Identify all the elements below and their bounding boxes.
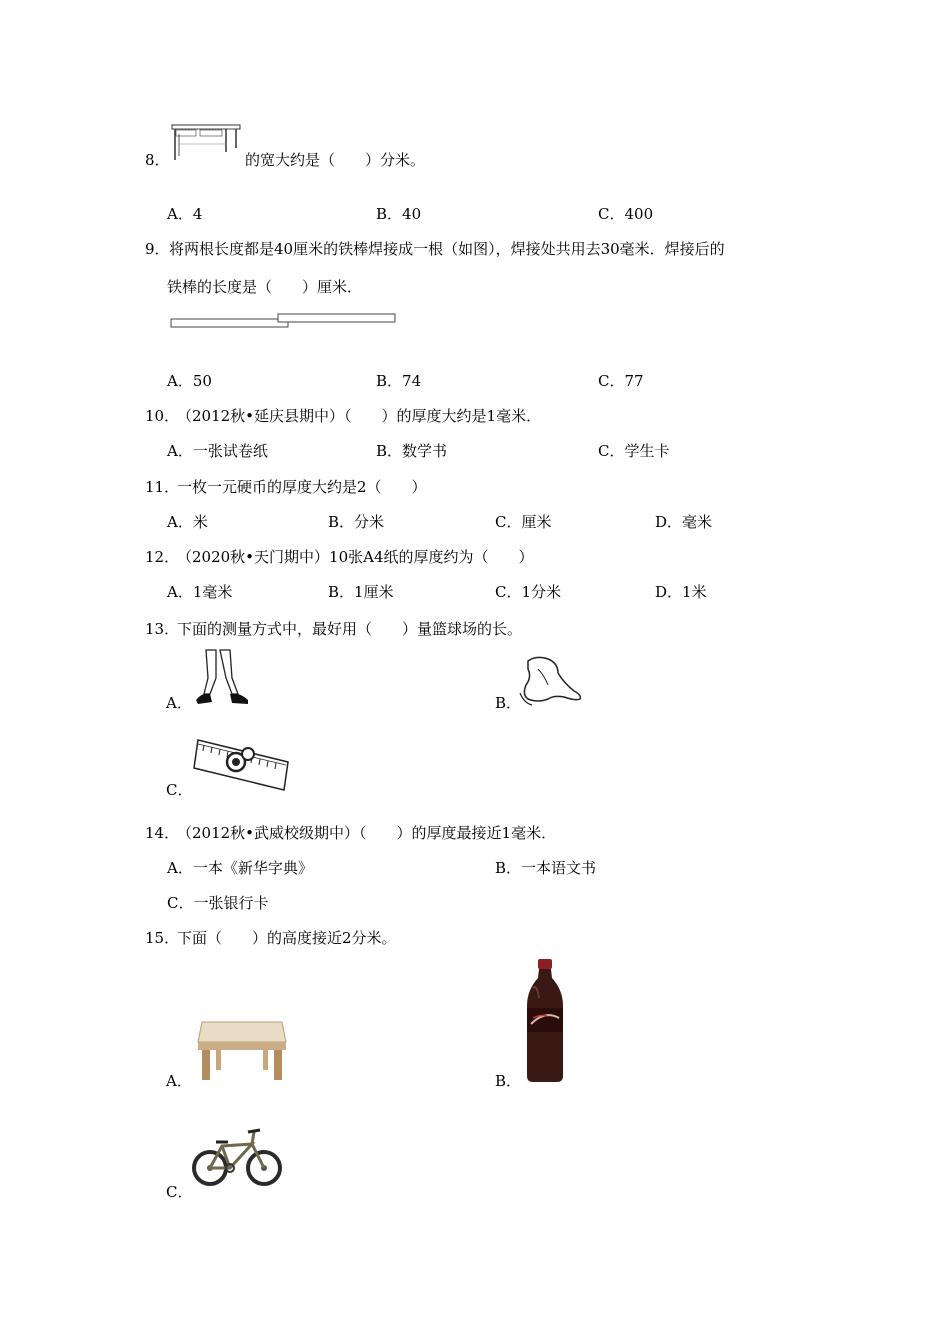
desk-icon <box>170 122 242 162</box>
q13-option-b[interactable]: B． <box>495 694 522 712</box>
q9-stem-line1: 将两根长度都是40厘米的铁棒焊接成一根（如图），焊接处共用去30毫米．焊接后的 <box>169 240 725 258</box>
q10-number: 10． <box>145 407 180 425</box>
q12-number: 12． <box>145 548 180 566</box>
q10-option-b[interactable]: B．数学书 <box>376 442 448 460</box>
q9-number: 9． <box>145 240 170 258</box>
q11-option-b[interactable]: B．分米 <box>328 513 385 531</box>
q14-option-a[interactable]: A．一本《新华字典》 <box>167 859 313 877</box>
table-icon <box>196 1018 288 1084</box>
q9-stem-line2: 铁棒的长度是（ ）厘米． <box>167 278 363 296</box>
q9-option-b[interactable]: B．74 <box>376 372 422 390</box>
hand-span-icon <box>518 655 584 707</box>
q9-option-a[interactable]: A．50 <box>167 372 212 390</box>
q12-option-c[interactable]: C．1分米 <box>495 583 562 601</box>
q11-option-d[interactable]: D．毫米 <box>655 513 713 531</box>
q15-option-c[interactable]: C． <box>166 1183 193 1201</box>
q15-number: 15． <box>145 929 180 947</box>
q12-option-a[interactable]: A．1毫米 <box>167 583 233 601</box>
q13-number: 13． <box>145 620 180 638</box>
bicycle-icon <box>192 1124 282 1190</box>
q11-number: 11． <box>145 478 180 496</box>
q12-option-b[interactable]: B．1厘米 <box>328 583 394 601</box>
q10-option-c[interactable]: C．学生卡 <box>598 442 670 460</box>
q15-option-a[interactable]: A． <box>166 1072 192 1090</box>
q14-option-c[interactable]: C．一张银行卡 <box>167 894 269 912</box>
q13-option-a[interactable]: A． <box>166 694 192 712</box>
q10-stem: （2012秋•延庆县期中）（ ）的厚度大约是1毫米． <box>177 407 542 425</box>
q8-option-c[interactable]: C．400 <box>598 205 654 223</box>
q15-option-b[interactable]: B． <box>495 1072 522 1090</box>
q13-stem: 下面的测量方式中，最好用（ ）量篮球场的长。 <box>177 620 523 638</box>
q10-option-a[interactable]: A．一张试卷纸 <box>167 442 268 460</box>
q14-number: 14． <box>145 824 180 842</box>
q11-option-c[interactable]: C．厘米 <box>495 513 552 531</box>
q12-option-d[interactable]: D．1米 <box>655 583 707 601</box>
q11-stem: 一枚一元硬币的厚度大约是2（ ） <box>177 478 427 496</box>
q9-option-c[interactable]: C．77 <box>598 372 644 390</box>
q8-option-b[interactable]: B．40 <box>376 205 422 223</box>
q8-option-a[interactable]: A．4 <box>167 205 203 223</box>
q8-stem: 的宽大约是（ ）分米。 <box>245 151 426 169</box>
q13-option-c[interactable]: C． <box>166 781 193 799</box>
q14-stem: （2012秋•武威校级期中）（ ）的厚度最接近1毫米． <box>177 824 557 842</box>
q15-stem: 下面（ ）的高度接近2分米。 <box>177 929 397 947</box>
q14-option-b[interactable]: B．一本语文书 <box>495 859 597 877</box>
welded-bars-icon <box>170 312 398 332</box>
ruler-icon <box>192 734 292 794</box>
q8-number: 8． <box>145 151 170 169</box>
q11-option-a[interactable]: A．米 <box>167 513 208 531</box>
q12-stem: （2020秋•天门期中）10张A4纸的厚度约为（ ） <box>177 548 534 566</box>
legs-icon <box>194 648 252 706</box>
cola-bottle-icon <box>525 958 565 1084</box>
